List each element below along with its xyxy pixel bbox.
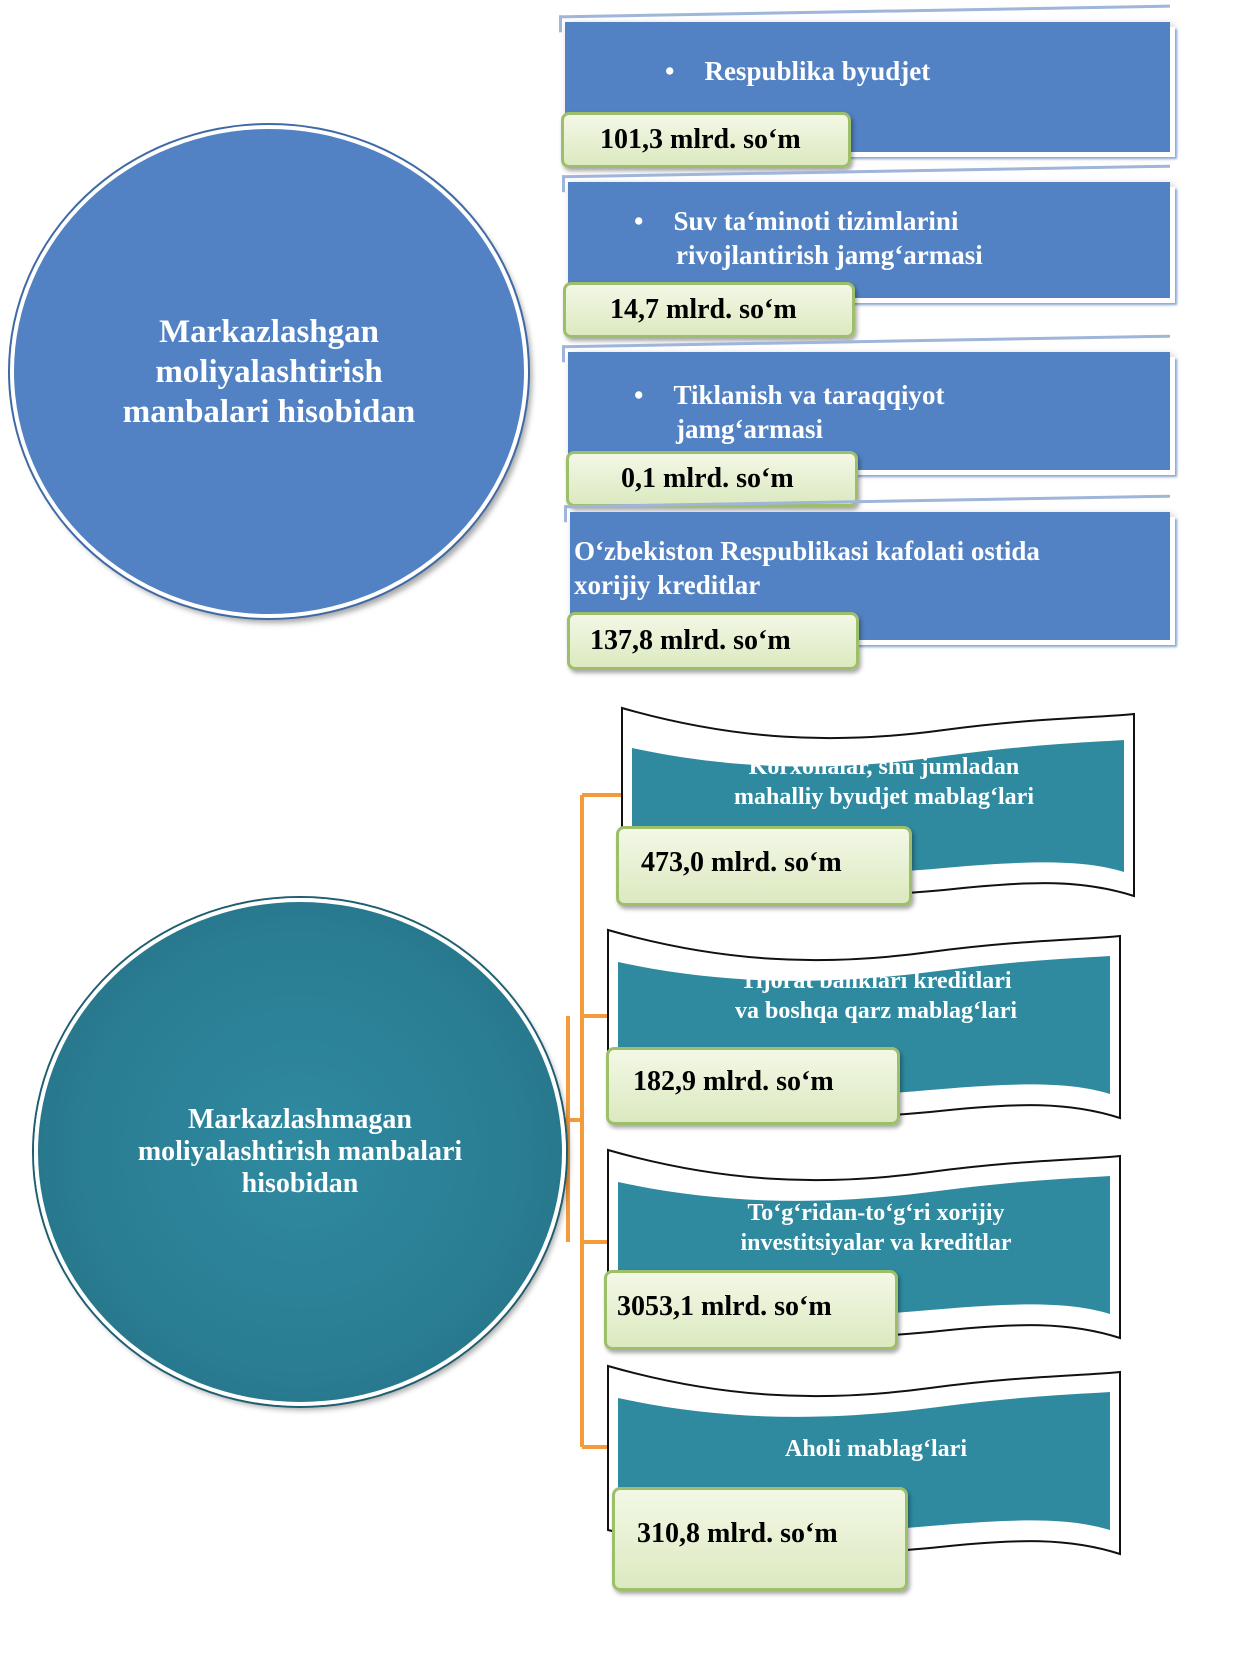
- decentralized-value-2: [606, 1047, 900, 1125]
- ribbon-2-label-line-2: va boshqa qarz mablag‘lari: [734, 998, 1018, 1024]
- decentralized-title-line-3: hisobidan: [241, 1168, 359, 1199]
- value-2-text: 14,7 mlrd. so‘m: [610, 294, 797, 325]
- decentralized-circle: [34, 898, 566, 1406]
- decentralized-value-1: [616, 826, 912, 906]
- banner-2-label-line-2: rivojlantirish jamg‘armasi: [676, 240, 983, 270]
- banner-1-label: Respublika byudjet: [704, 56, 931, 86]
- centralized-title-line-1: Markazlashgan: [158, 313, 379, 350]
- ribbon-1-label-line-2: mahalliy byudjet mablag‘lari: [733, 784, 1034, 810]
- value-1-text: 101,3 mlrd. so‘m: [600, 124, 801, 155]
- value-8-text: 310,8 mlrd. so‘m: [637, 1518, 838, 1549]
- decentralized-value-3: [604, 1270, 898, 1350]
- ribbon-3-label-line-1: To‘g‘ridan-to‘g‘ri xorijiy: [747, 1200, 1005, 1226]
- decentralized-value-4: [612, 1487, 908, 1591]
- value-3-text: 0,1 mlrd. so‘m: [621, 463, 794, 494]
- bullet-icon: •: [634, 380, 644, 410]
- decentralized-title-line-2: moliyalashtirish manbalari: [137, 1136, 463, 1167]
- ribbon-1-label-line-1: Korxonalar, shu jumladan: [748, 754, 1020, 780]
- banner-3-label-line-2: jamg‘armasi: [676, 414, 823, 444]
- value-6-text: 182,9 mlrd. so‘m: [633, 1066, 834, 1097]
- ribbon-3-label-line-2: investitsiyalar va kreditlar: [740, 1230, 1012, 1256]
- banner-3-label-line-1: Tiklanish va taraqqiyot: [673, 380, 945, 410]
- banner-4-label-line-2: xorijiy kreditlar: [574, 570, 761, 600]
- banner-2-label-line-1: Suv ta‘minoti tizimlarini: [673, 206, 959, 236]
- centralized-title-line-3: manbalari hisobidan: [122, 393, 416, 430]
- value-7-text: 3053,1 mlrd. so‘m: [617, 1291, 832, 1322]
- ribbon-2-label-line-1: Tijorat banklari kreditlari: [740, 968, 1012, 994]
- ribbon-4-label-line-1: Aholi mablag‘lari: [784, 1436, 967, 1462]
- bullet-icon: •: [665, 56, 675, 86]
- centralized-title-line-2: moliyalashtirish: [155, 353, 383, 390]
- value-4-text: 137,8 mlrd. so‘m: [590, 625, 791, 656]
- banner-4-label-line-1: O‘zbekiston Respublikasi kafolati ostida: [574, 536, 1040, 566]
- bullet-icon: •: [634, 206, 644, 236]
- decentralized-title-line-1: Markazlashmagan: [188, 1104, 412, 1135]
- value-5-text: 473,0 mlrd. so‘m: [641, 847, 842, 878]
